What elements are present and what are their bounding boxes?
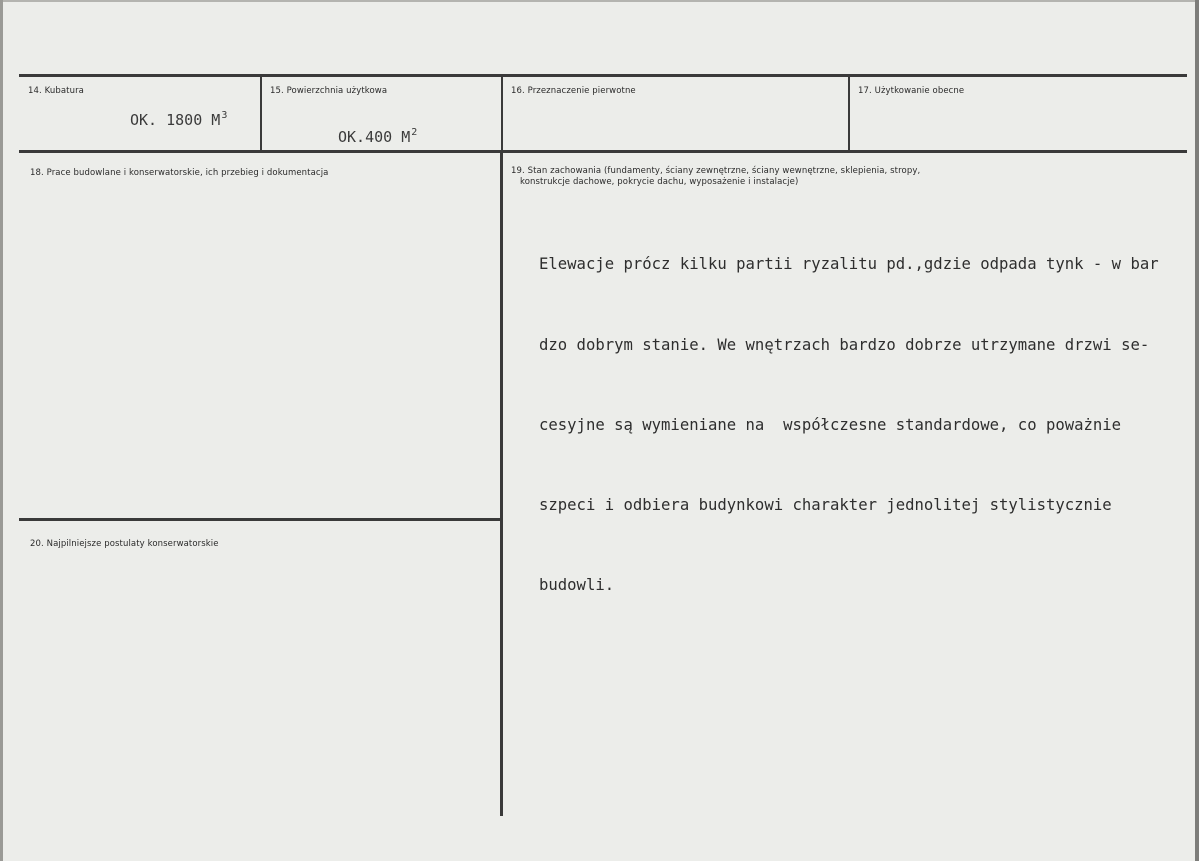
field-19-label-line1: 19. Stan zachowania (fundamenty, ściany zewnętrzne, ściany wewnętrzne, sklepienia, stropy, [511,166,921,176]
condition-line: budowli. [539,575,615,594]
field-18-label: 18. Prace budowlane i konserwatorskie, ich przebieg i dokumentacja [30,168,329,178]
field-14-label: 14. Kubatura [28,86,84,96]
condition-line: dzo dobrym stanie. We wnętrzach bardzo dobrze utrzymane drzwi se- [539,335,1150,354]
divider-main [500,152,503,816]
divider-14-15 [260,76,262,151]
card-top-edge [0,0,1199,2]
field-20-label: 20. Najpilniejsze postulaty konserwatorskie [30,539,219,549]
field-19-label-line2: konstrukcje dachowe, pokrycie dachu, wyposażenie i instalacje) [520,177,799,187]
field-16-label: 16. Przeznaczenie pierwotne [511,86,636,96]
volume-unit-exponent: 3 [221,110,228,121]
field-15-value [338,127,417,146]
condition-line: cesyjne są wymieniane na współczesne standardowe, co poważnie [539,415,1122,434]
divider-16-17 [848,76,850,151]
area-value: OK.400 M [338,128,411,146]
area-unit-exponent: 2 [411,127,418,138]
condition-line: Elewacje prócz kilku partii ryzalitu pd.,gdzie odpada tynk - w bar [539,255,1159,274]
field-14-value [130,110,227,129]
divider-15-16 [501,76,503,151]
condition-line: szpeci i odbiera budynkowi charakter jednolitej stylistycznie [539,495,1112,514]
card-right-edge [1195,0,1199,861]
field-15-label: 15. Powierzchnia użytkowa [270,86,388,96]
rule-field18-bottom [19,518,501,521]
volume-value: OK. 1800 M [130,111,221,129]
condition-description [539,198,1189,652]
rule-top [19,74,1187,77]
rule-row1-bottom [19,150,1187,153]
field-17-label: 17. Użytkowanie obecne [858,86,965,96]
card-left-edge [0,0,3,861]
